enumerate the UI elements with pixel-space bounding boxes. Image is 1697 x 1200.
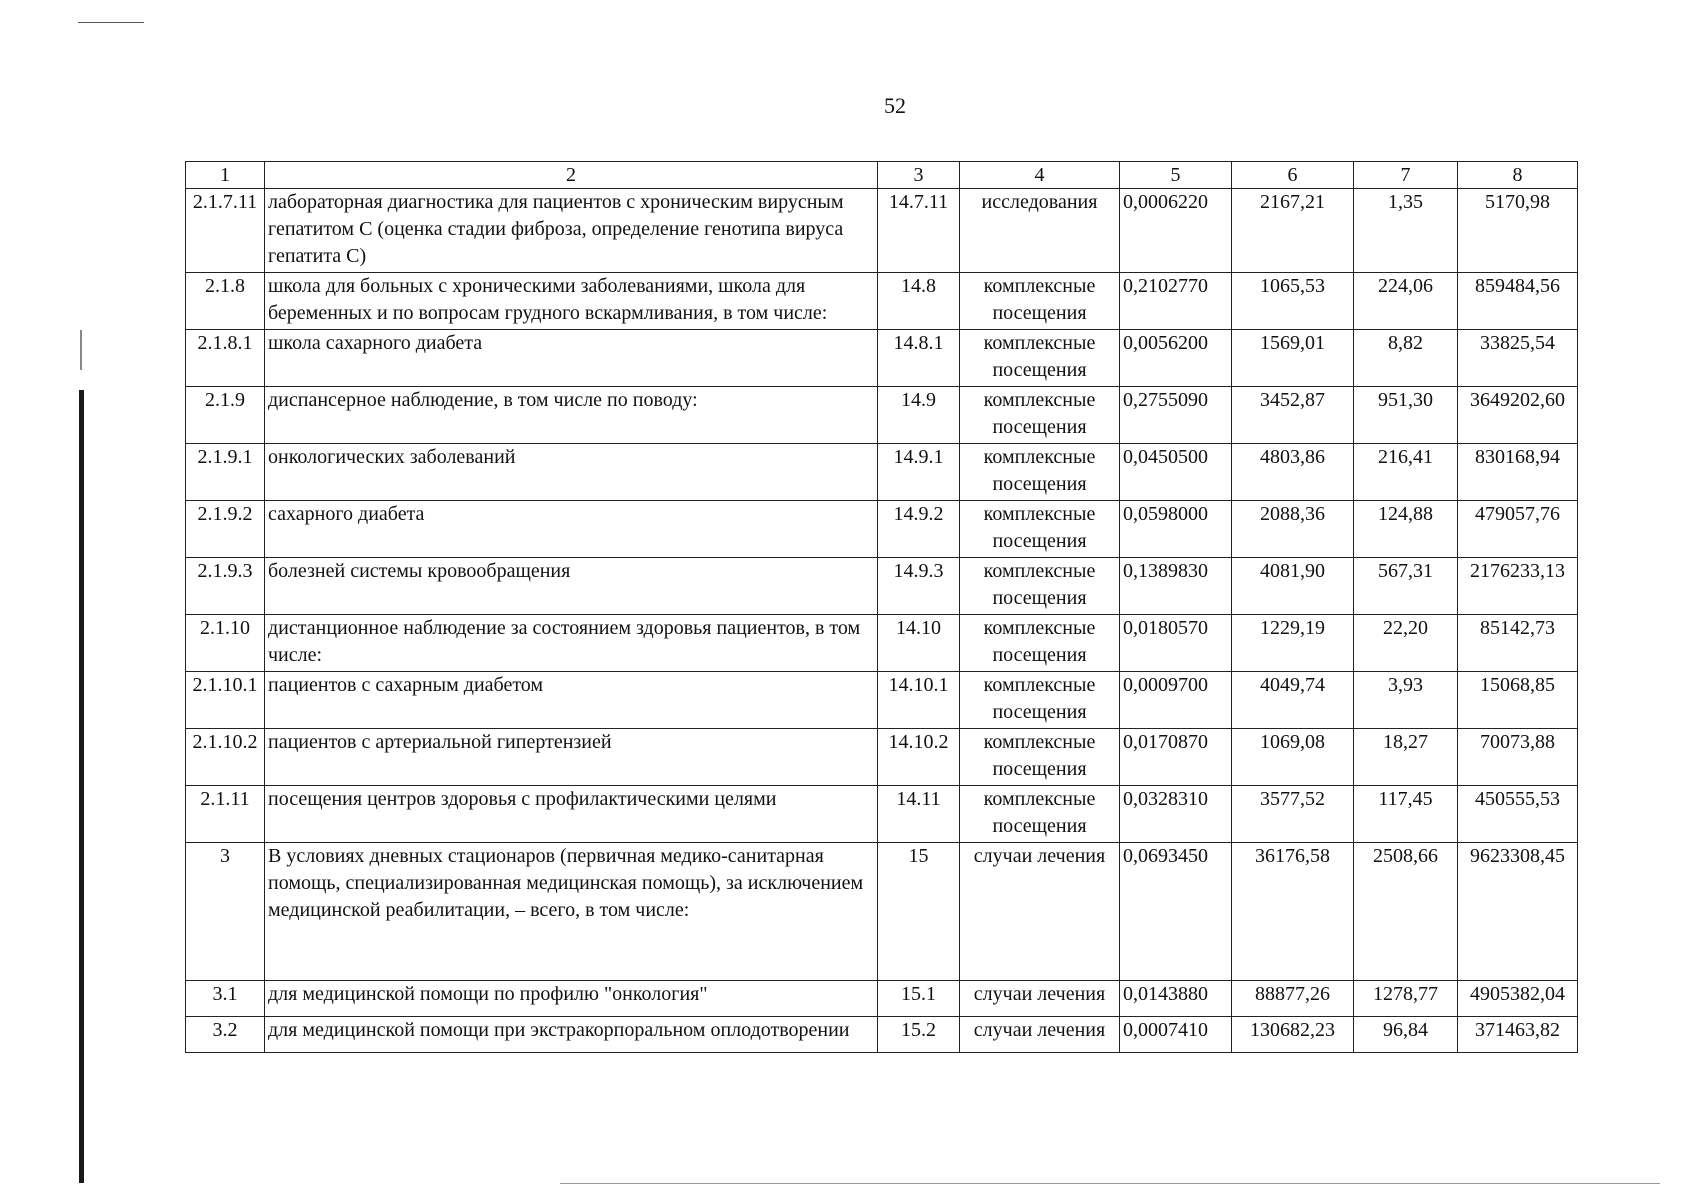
row-value-6-cell: 4081,90 <box>1232 558 1354 615</box>
row-value-6-cell: 36176,58 <box>1232 843 1354 981</box>
row-value-5-cell: 0,0598000 <box>1120 501 1232 558</box>
row-value-8-cell: 85142,73 <box>1458 615 1578 672</box>
row-number-cell: 14.9.2 <box>878 501 960 558</box>
row-number-cell: 15 <box>878 843 960 981</box>
row-name-cell: для медицинской помощи при экстракорпоральном оплодотворении <box>265 1017 878 1053</box>
row-value-8-cell: 4905382,04 <box>1458 981 1578 1017</box>
row-value-6-cell: 2088,36 <box>1232 501 1354 558</box>
row-number-cell: 14.9.1 <box>878 444 960 501</box>
row-unit-cell: комплексные посещения <box>960 273 1120 330</box>
header-cell: 5 <box>1120 162 1232 189</box>
row-code-cell: 3.2 <box>186 1017 265 1053</box>
row-value-8-cell: 3649202,60 <box>1458 387 1578 444</box>
table-row <box>186 981 1578 1017</box>
table-row <box>186 387 1578 444</box>
row-value-7-cell: 18,27 <box>1354 729 1458 786</box>
row-value-6-cell: 2167,21 <box>1232 189 1354 273</box>
row-name-cell: пациентов с сахарным диабетом <box>265 672 878 729</box>
row-value-7-cell: 224,06 <box>1354 273 1458 330</box>
header-cell: 6 <box>1232 162 1354 189</box>
header-cell: 2 <box>265 162 878 189</box>
row-name-cell: сахарного диабета <box>265 501 878 558</box>
row-value-7-cell: 8,82 <box>1354 330 1458 387</box>
row-code-cell: 2.1.9.1 <box>186 444 265 501</box>
row-value-5-cell: 0,0056200 <box>1120 330 1232 387</box>
row-value-6-cell: 4803,86 <box>1232 444 1354 501</box>
row-value-8-cell: 479057,76 <box>1458 501 1578 558</box>
row-value-7-cell: 567,31 <box>1354 558 1458 615</box>
row-unit-cell: случаи лечения <box>960 981 1120 1017</box>
row-value-7-cell: 951,30 <box>1354 387 1458 444</box>
row-number-cell: 14.11 <box>878 786 960 843</box>
row-code-cell: 2.1.9.2 <box>186 501 265 558</box>
row-name-cell: для медицинской помощи по профилю "онкология" <box>265 981 878 1017</box>
row-code-cell: 2.1.7.11 <box>186 189 265 273</box>
row-value-5-cell: 0,0693450 <box>1120 843 1232 981</box>
row-value-5-cell: 0,1389830 <box>1120 558 1232 615</box>
row-value-5-cell: 0,2755090 <box>1120 387 1232 444</box>
row-name-cell: пациентов с артериальной гипертензией <box>265 729 878 786</box>
row-unit-cell: случаи лечения <box>960 1017 1120 1053</box>
row-value-8-cell: 5170,98 <box>1458 189 1578 273</box>
row-code-cell: 2.1.11 <box>186 786 265 843</box>
row-unit-cell: исследования <box>960 189 1120 273</box>
table-header-row <box>186 162 1578 189</box>
row-unit-cell: комплексные посещения <box>960 615 1120 672</box>
row-code-cell: 2.1.10 <box>186 615 265 672</box>
table-row <box>186 330 1578 387</box>
row-code-cell: 2.1.8.1 <box>186 330 265 387</box>
table-row <box>186 558 1578 615</box>
row-name-cell: В условиях дневных стационаров (первичная медико-санитарная помощь, специализированная медицинская помощь), за исключением медицинской реабилитации, – всего, в том числе: <box>265 843 878 981</box>
row-value-5-cell: 0,0009700 <box>1120 672 1232 729</box>
row-name-cell: школа для больных с хроническими заболеваниями, школа для беременных и по вопросам грудного вскармливания, в том числе: <box>265 273 878 330</box>
row-name-cell: диспансерное наблюдение, в том числе по поводу: <box>265 387 878 444</box>
table-row <box>186 615 1578 672</box>
row-code-cell: 2.1.8 <box>186 273 265 330</box>
scan-binding-edge <box>79 390 84 1183</box>
row-number-cell: 14.8.1 <box>878 330 960 387</box>
row-number-cell: 14.10.1 <box>878 672 960 729</box>
row-value-7-cell: 117,45 <box>1354 786 1458 843</box>
row-code-cell: 3.1 <box>186 981 265 1017</box>
row-number-cell: 14.10 <box>878 615 960 672</box>
scan-artifact-bottom-line <box>560 1183 1660 1184</box>
row-number-cell: 14.7.11 <box>878 189 960 273</box>
row-value-8-cell: 859484,56 <box>1458 273 1578 330</box>
row-value-6-cell: 1229,19 <box>1232 615 1354 672</box>
row-value-5-cell: 0,2102770 <box>1120 273 1232 330</box>
header-cell: 3 <box>878 162 960 189</box>
header-cell: 1 <box>186 162 265 189</box>
row-value-7-cell: 124,88 <box>1354 501 1458 558</box>
row-value-6-cell: 3577,52 <box>1232 786 1354 843</box>
row-number-cell: 15.1 <box>878 981 960 1017</box>
scan-artifact-line <box>78 22 144 23</box>
table-row <box>186 843 1578 981</box>
row-name-cell: лабораторная диагностика для пациентов с хроническим вирусным гепатитом С (оценка стадии фиброза, определение генотипа вируса гепатита С) <box>265 189 878 273</box>
row-value-6-cell: 88877,26 <box>1232 981 1354 1017</box>
table-row <box>186 729 1578 786</box>
row-value-5-cell: 0,0007410 <box>1120 1017 1232 1053</box>
row-number-cell: 14.8 <box>878 273 960 330</box>
row-code-cell: 3 <box>186 843 265 981</box>
header-cell: 8 <box>1458 162 1578 189</box>
row-unit-cell: комплексные посещения <box>960 786 1120 843</box>
row-number-cell: 15.2 <box>878 1017 960 1053</box>
table-body <box>186 189 1578 1053</box>
row-unit-cell: комплексные посещения <box>960 558 1120 615</box>
table-row <box>186 444 1578 501</box>
row-unit-cell: случаи лечения <box>960 843 1120 981</box>
row-value-5-cell: 0,0006220 <box>1120 189 1232 273</box>
row-unit-cell: комплексные посещения <box>960 444 1120 501</box>
row-code-cell: 2.1.9 <box>186 387 265 444</box>
row-name-cell: болезней системы кровообращения <box>265 558 878 615</box>
row-value-7-cell: 216,41 <box>1354 444 1458 501</box>
row-unit-cell: комплексные посещения <box>960 330 1120 387</box>
row-value-8-cell: 70073,88 <box>1458 729 1578 786</box>
table-row <box>186 1017 1578 1053</box>
row-value-6-cell: 3452,87 <box>1232 387 1354 444</box>
row-unit-cell: комплексные посещения <box>960 387 1120 444</box>
header-cell: 7 <box>1354 162 1458 189</box>
row-value-5-cell: 0,0180570 <box>1120 615 1232 672</box>
row-value-6-cell: 1569,01 <box>1232 330 1354 387</box>
table-row <box>186 672 1578 729</box>
row-value-5-cell: 0,0170870 <box>1120 729 1232 786</box>
row-name-cell: дистанционное наблюдение за состоянием здоровья пациентов, в том числе: <box>265 615 878 672</box>
table-row <box>186 786 1578 843</box>
row-number-cell: 14.9 <box>878 387 960 444</box>
row-number-cell: 14.9.3 <box>878 558 960 615</box>
row-unit-cell: комплексные посещения <box>960 501 1120 558</box>
table-row <box>186 189 1578 273</box>
row-value-8-cell: 15068,85 <box>1458 672 1578 729</box>
row-name-cell: посещения центров здоровья с профилактическими целями <box>265 786 878 843</box>
table-row <box>186 501 1578 558</box>
row-value-8-cell: 830168,94 <box>1458 444 1578 501</box>
table-row <box>186 273 1578 330</box>
row-value-5-cell: 0,0450500 <box>1120 444 1232 501</box>
row-value-6-cell: 130682,23 <box>1232 1017 1354 1053</box>
row-value-5-cell: 0,0143880 <box>1120 981 1232 1017</box>
row-value-7-cell: 22,20 <box>1354 615 1458 672</box>
row-value-6-cell: 1069,08 <box>1232 729 1354 786</box>
row-value-8-cell: 371463,82 <box>1458 1017 1578 1053</box>
header-cell: 4 <box>960 162 1120 189</box>
row-number-cell: 14.10.2 <box>878 729 960 786</box>
row-code-cell: 2.1.10.1 <box>186 672 265 729</box>
row-name-cell: онкологических заболеваний <box>265 444 878 501</box>
page-number: 52 <box>884 93 906 118</box>
row-value-7-cell: 1,35 <box>1354 189 1458 273</box>
row-value-7-cell: 1278,77 <box>1354 981 1458 1017</box>
row-code-cell: 2.1.9.3 <box>186 558 265 615</box>
row-value-5-cell: 0,0328310 <box>1120 786 1232 843</box>
row-value-8-cell: 33825,54 <box>1458 330 1578 387</box>
scan-artifact-mark <box>80 330 82 370</box>
row-value-8-cell: 450555,53 <box>1458 786 1578 843</box>
row-value-6-cell: 4049,74 <box>1232 672 1354 729</box>
row-value-6-cell: 1065,53 <box>1232 273 1354 330</box>
row-value-7-cell: 2508,66 <box>1354 843 1458 981</box>
row-unit-cell: комплексные посещения <box>960 729 1120 786</box>
row-value-7-cell: 96,84 <box>1354 1017 1458 1053</box>
row-value-7-cell: 3,93 <box>1354 672 1458 729</box>
row-value-8-cell: 9623308,45 <box>1458 843 1578 981</box>
row-code-cell: 2.1.10.2 <box>186 729 265 786</box>
row-value-8-cell: 2176233,13 <box>1458 558 1578 615</box>
data-table <box>185 161 1578 1053</box>
row-unit-cell: комплексные посещения <box>960 672 1120 729</box>
row-name-cell: школа сахарного диабета <box>265 330 878 387</box>
